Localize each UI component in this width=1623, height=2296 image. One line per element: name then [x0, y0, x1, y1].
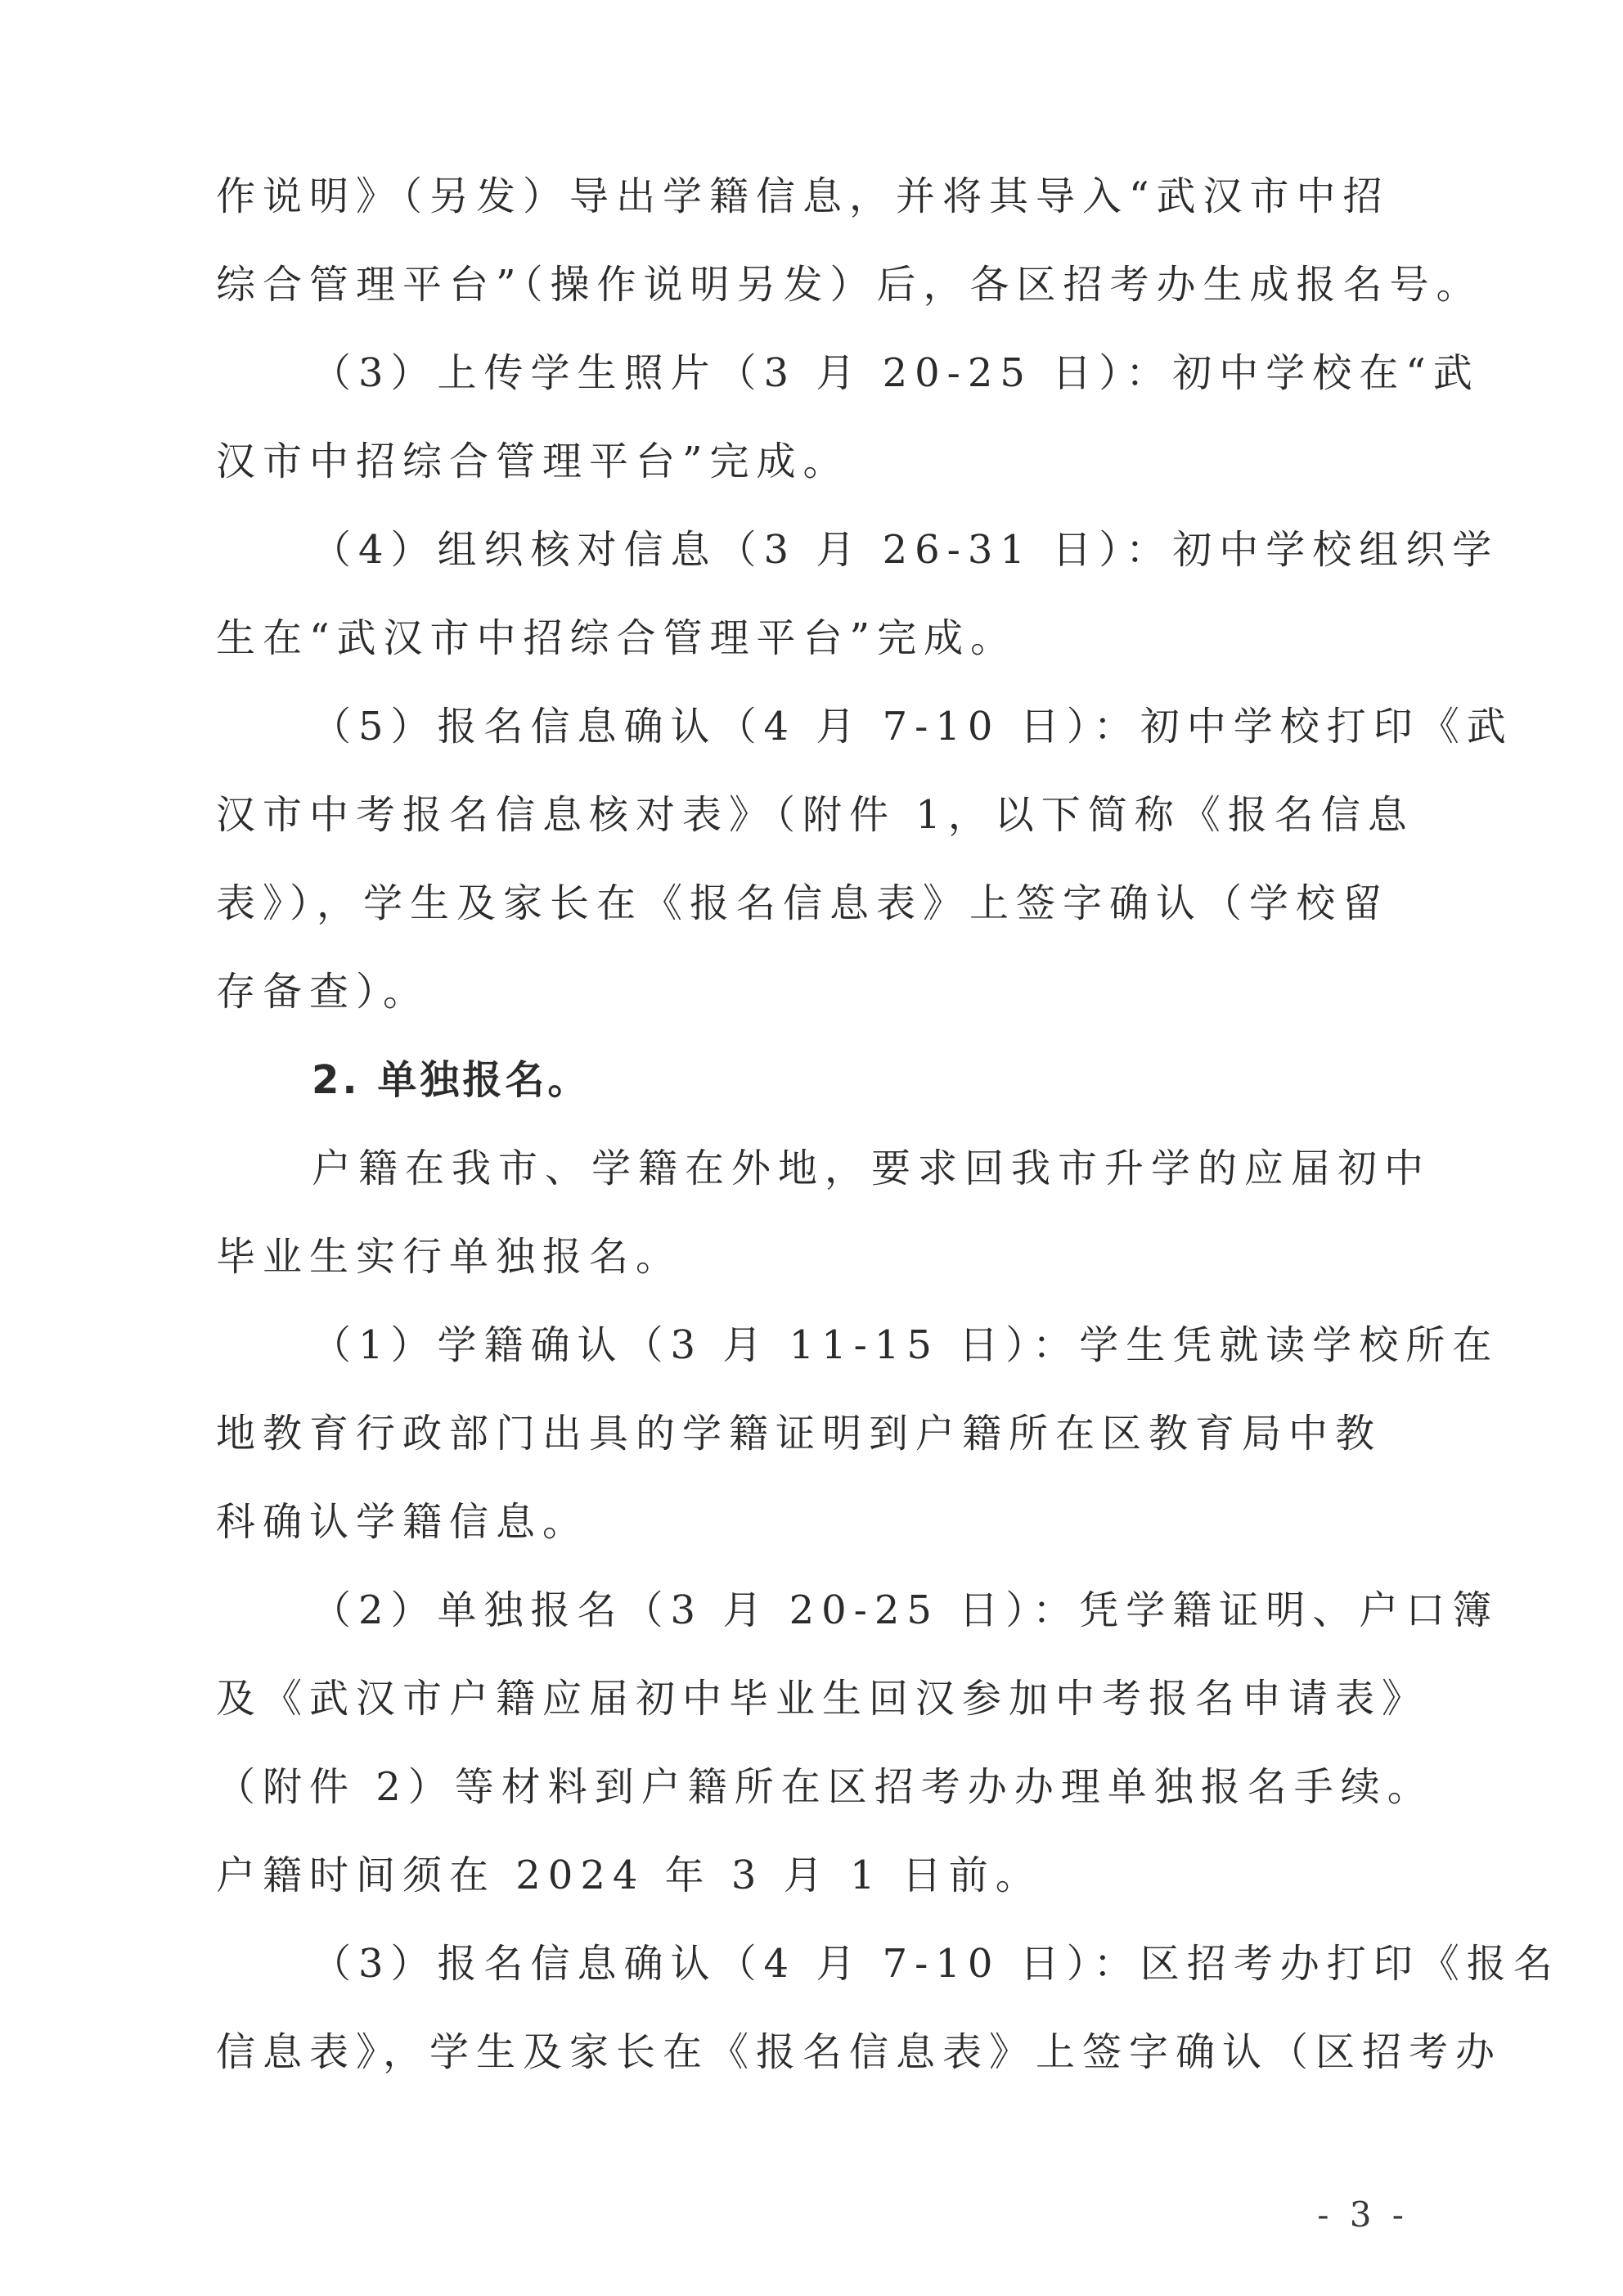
text-line-7: （5）报名信息确认（4 月 7-10 日）：初中学校打印《武: [312, 704, 1513, 750]
text-line-20: 户籍时间须在 2024 年 3 月 1 日前。: [216, 1853, 1042, 1898]
section-heading: 2. 单独报名。: [312, 1057, 591, 1103]
text-line-13: 毕业生实行单独报名。: [216, 1234, 683, 1280]
text-line-12: 户籍在我市、学籍在外地，要求回我市升学的应届初中: [312, 1146, 1432, 1191]
text-line-8: 汉市中考报名信息核对表》（附件 1，以下简称《报名信息: [216, 792, 1414, 838]
text-line-22: 信息表》，学生及家长在《报名信息表》上签字确认（区招考办: [216, 2029, 1503, 2075]
text-line-4: 汉市中招综合管理平台”完成。: [216, 439, 850, 484]
page-number: - 3 -: [1317, 2195, 1409, 2235]
text-line-1: 作说明》（另发）导出学籍信息，并将其导入“武汉市中招: [216, 173, 1390, 219]
text-line-15: 地教育行政部门出具的学籍证明到户籍所在区教育局中教: [216, 1411, 1382, 1456]
text-line-16: 科确认学籍信息。: [216, 1499, 590, 1545]
text-line-14: （1）学籍确认（3 月 11-15 日）：学生凭就读学校所在: [312, 1322, 1499, 1368]
text-line-9: 表》），学生及家长在《报名信息表》上签字确认（学校留: [216, 880, 1390, 926]
text-line-18: 及《武汉市户籍应届初中毕业生回汉参加中考报名申请表》: [216, 1676, 1429, 1722]
text-line-17: （2）单独报名（3 月 20-25 日）：凭学籍证明、户口簿: [312, 1587, 1499, 1633]
text-line-5: （4）组织核对信息（3 月 26-31 日）：初中学校组织学: [312, 527, 1499, 573]
text-line-10: 存备查）。: [216, 969, 430, 1015]
text-line-2: 综合管理平台”（操作说明另发）后，各区招考办生成报名号。: [216, 262, 1483, 308]
text-line-3: （3）上传学生照片（3 月 20-25 日）：初中学校在“武: [312, 350, 1480, 396]
text-line-21: （3）报名信息确认（4 月 7-10 日）：区招考办打印《报名: [312, 1941, 1560, 1987]
text-line-19: （附件 2）等材料到户籍所在区招考办办理单独报名手续。: [216, 1764, 1434, 1810]
text-line-6: 生在“武汉市中招综合管理平台”完成。: [216, 615, 1018, 661]
